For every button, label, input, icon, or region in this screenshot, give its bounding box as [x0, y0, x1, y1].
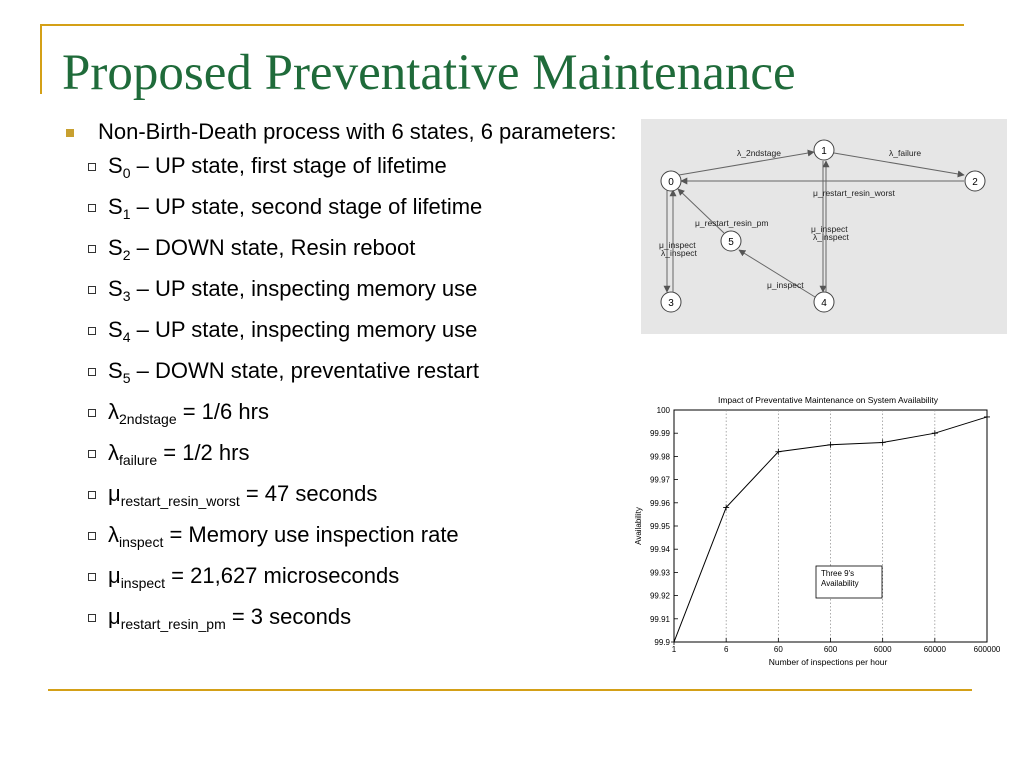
item-symbol: μ — [108, 481, 121, 506]
x-axis-label: Number of inspections per hour — [768, 657, 888, 667]
main-bullet — [62, 118, 632, 146]
item-text: = 1/6 hrs — [176, 399, 269, 424]
node-1-label: 1 — [821, 146, 827, 157]
hollow-square-bullet-icon — [88, 614, 96, 622]
label-l-inspect-right: λ_inspect — [813, 232, 849, 242]
label-mu-inspect-left: μ_inspect — [659, 240, 696, 250]
item-text: = 1/2 hrs — [157, 440, 250, 465]
y-tick-label: 99.92 — [649, 591, 670, 601]
label-l-2ndstage: λ_2ndstage — [737, 148, 781, 158]
label-mu-inspect-right: μ_inspect — [811, 224, 848, 234]
item-symbol: S — [108, 276, 123, 301]
label-mu-worst: μ_restart_resin_worst — [813, 188, 895, 198]
sub-bullet-item — [62, 603, 632, 644]
x-tick-label: 60 — [773, 645, 783, 654]
item-symbol: S — [108, 194, 123, 219]
x-tick-label: 600 — [823, 645, 838, 654]
bullet-square-icon — [66, 129, 74, 137]
availability-chart — [628, 392, 1008, 672]
node-2-label: 2 — [972, 177, 978, 188]
hollow-square-bullet-icon — [88, 245, 96, 253]
label-l-failure: λ_failure — [889, 148, 922, 158]
item-text: – UP state, second stage of lifetime — [130, 194, 483, 219]
frame-left-line — [40, 24, 42, 94]
y-tick-label: 99.98 — [649, 452, 670, 462]
label-mu-inspect-bottom: μ_inspect — [767, 280, 804, 290]
item-symbol: λ — [108, 399, 119, 424]
node-5-label: 5 — [728, 237, 734, 248]
frame-top-line — [40, 24, 964, 26]
item-text: – UP state, inspecting memory use — [130, 317, 478, 342]
item-symbol: S — [108, 358, 123, 383]
y-tick-label: 99.9 — [654, 638, 670, 647]
sub-bullet-item — [62, 521, 632, 562]
item-subscript: inspect — [119, 534, 164, 550]
main-bullet-text: Non-Birth-Death process with 6 states, 6 parameters: — [98, 119, 617, 144]
y-tick-label: 99.97 — [649, 475, 670, 485]
sub-bullet-item — [62, 193, 632, 234]
sub-bullet-item — [62, 234, 632, 275]
item-subscript: 2ndstage — [119, 411, 177, 427]
sub-bullet-item — [62, 316, 632, 357]
slide-title: Proposed Preventative Maintenance — [62, 45, 796, 101]
node-0-label: 0 — [668, 177, 674, 188]
x-tick-label: 6000 — [873, 645, 892, 654]
hollow-square-bullet-icon — [88, 491, 96, 499]
node-3-label: 3 — [668, 298, 674, 309]
item-symbol: μ — [108, 604, 121, 629]
hollow-square-bullet-icon — [88, 409, 96, 417]
sub-bullet-item — [62, 357, 632, 398]
item-subscript: 5 — [122, 370, 131, 386]
hollow-square-bullet-icon — [88, 204, 96, 212]
item-subscript: 3 — [122, 288, 131, 304]
item-symbol: λ — [108, 440, 119, 465]
frame-bottom-line — [48, 689, 972, 691]
item-symbol: S — [108, 317, 123, 342]
y-axis-label: Availability — [634, 507, 643, 545]
x-tick-label: 60000 — [923, 645, 946, 654]
item-text: – DOWN state, preventative restart — [130, 358, 479, 383]
item-symbol: S — [108, 153, 123, 178]
item-symbol: μ — [108, 563, 121, 588]
sub-bullet-list — [62, 152, 632, 644]
item-text: – UP state, first stage of lifetime — [130, 153, 447, 178]
sub-bullet-item — [62, 439, 632, 480]
item-text: = 47 seconds — [239, 481, 378, 506]
hollow-square-bullet-icon — [88, 573, 96, 581]
hollow-square-bullet-icon — [88, 450, 96, 458]
annotation-line-2: Availability — [821, 579, 859, 588]
item-text: = 3 seconds — [225, 604, 352, 629]
annotation-line-1: Three 9's — [821, 569, 855, 578]
sub-bullet-item — [62, 480, 632, 521]
sub-bullet-item — [62, 562, 632, 603]
item-symbol: S — [108, 235, 123, 260]
item-subscript: 1 — [122, 206, 131, 222]
y-tick-label: 100 — [656, 406, 670, 415]
sub-bullet-item — [62, 398, 632, 439]
chart-title: Impact of Preventative Maintenance on System Availability — [717, 395, 939, 405]
item-subscript: 0 — [122, 165, 131, 181]
item-text: = 21,627 microseconds — [165, 563, 400, 588]
item-subscript: 2 — [122, 247, 131, 263]
sub-bullet-item — [62, 152, 632, 193]
x-tick-label: 1 — [671, 645, 677, 654]
item-subscript: restart_resin_worst — [120, 493, 240, 509]
y-tick-label: 99.99 — [649, 429, 670, 439]
item-subscript: failure — [119, 452, 158, 468]
state-diagram — [641, 119, 1007, 334]
label-l-inspect-left: λ_inspect — [661, 248, 697, 258]
y-tick-label: 99.91 — [649, 614, 670, 624]
item-text: – UP state, inspecting memory use — [130, 276, 478, 301]
hollow-square-bullet-icon — [88, 286, 96, 294]
item-text: = Memory use inspection rate — [163, 522, 459, 547]
hollow-square-bullet-icon — [88, 532, 96, 540]
y-tick-label: 99.93 — [649, 568, 670, 578]
y-tick-label: 99.94 — [649, 545, 670, 555]
hollow-square-bullet-icon — [88, 163, 96, 171]
item-symbol: λ — [108, 522, 119, 547]
sub-bullet-item — [62, 275, 632, 316]
item-subscript: restart_resin_pm — [120, 616, 226, 632]
x-tick-label: 6 — [723, 645, 729, 654]
y-tick-label: 99.95 — [649, 522, 670, 531]
item-subscript: inspect — [120, 575, 166, 591]
item-text: – DOWN state, Resin reboot — [130, 235, 416, 260]
item-subscript: 4 — [122, 329, 131, 345]
bullet-list — [62, 118, 632, 644]
x-tick-label: 600000 — [973, 645, 1001, 654]
label-mu-pm: μ_restart_resin_pm — [695, 218, 769, 228]
hollow-square-bullet-icon — [88, 327, 96, 335]
node-4-label: 4 — [821, 298, 827, 309]
hollow-square-bullet-icon — [88, 368, 96, 376]
y-tick-label: 99.96 — [649, 498, 670, 508]
